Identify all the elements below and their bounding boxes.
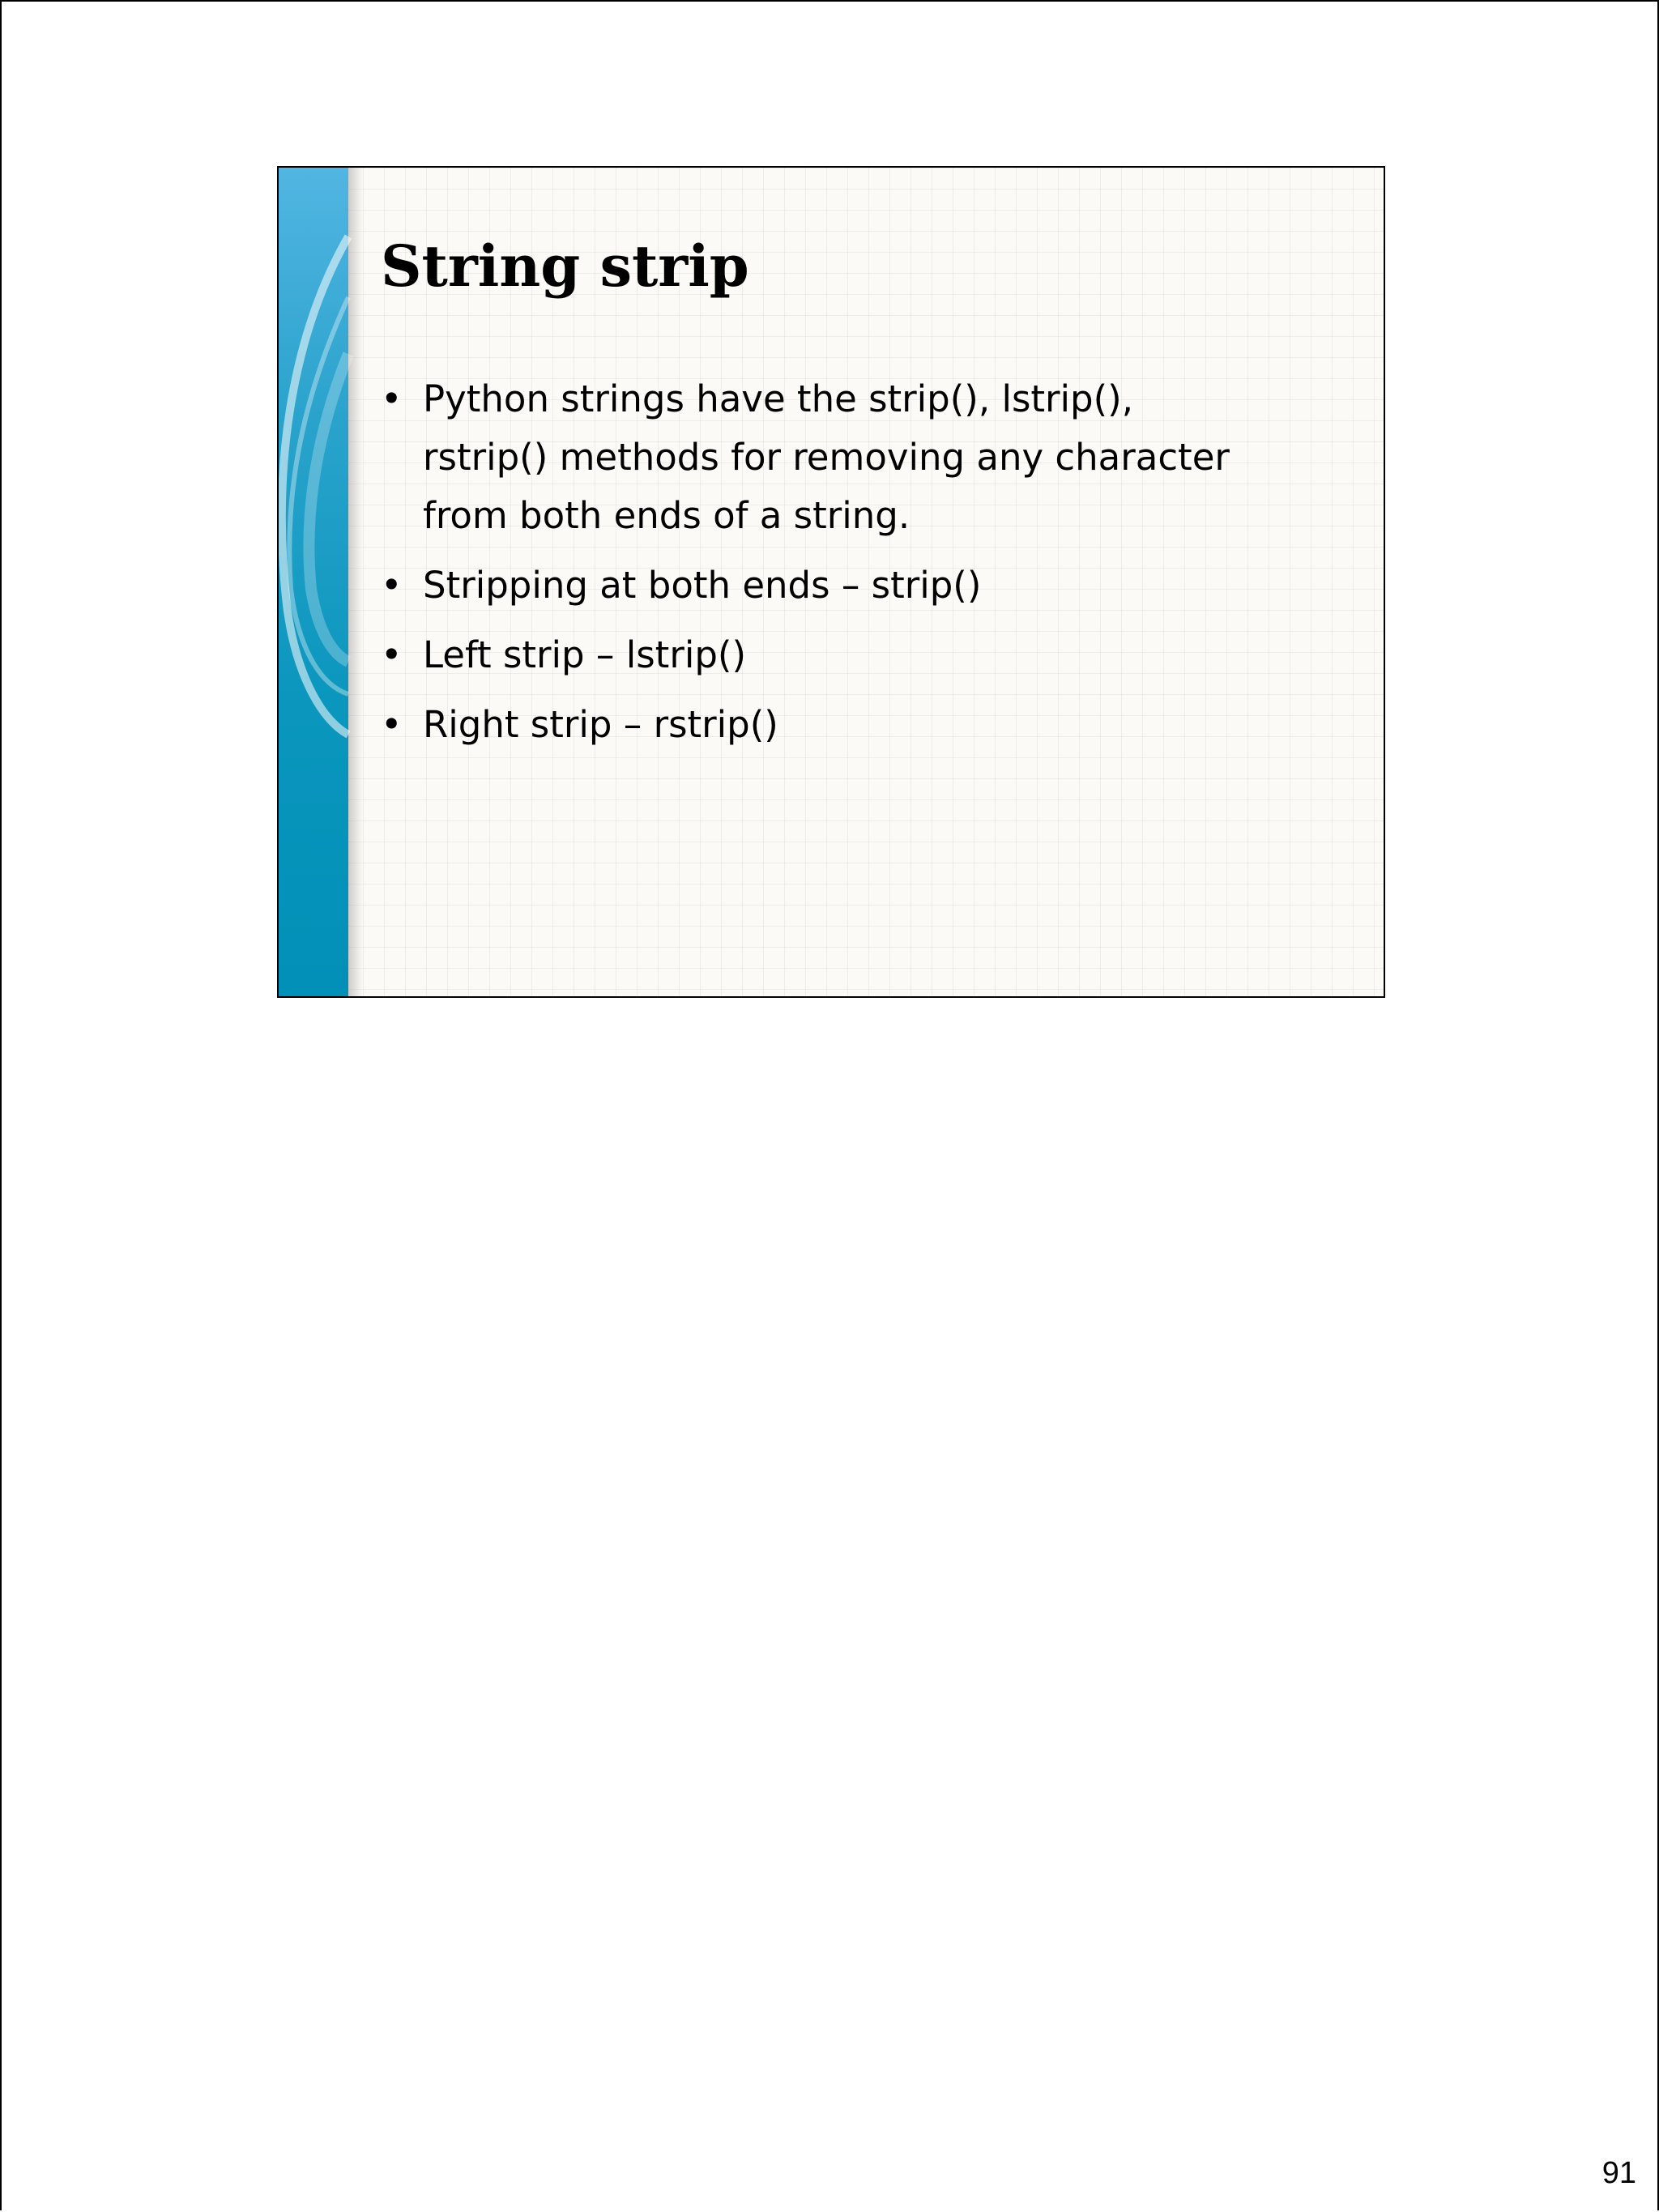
page-number: 91: [1601, 2156, 1636, 2190]
swoosh-decoration-icon: [279, 168, 368, 996]
slide: [277, 166, 1385, 998]
bullet-text: from both ends of a string.: [423, 494, 911, 537]
bullet-text: Right strip – rstrip(): [423, 703, 778, 746]
bullet-list: [381, 370, 1304, 765]
bullet-dot-icon: •: [381, 564, 403, 607]
bullet-text: Left strip – lstrip(): [423, 633, 747, 676]
bullet-item: [381, 626, 1304, 684]
bullet-item: [381, 556, 1304, 615]
bullet-item: [381, 696, 1304, 754]
bullet-text: rstrip() methods for removing any character: [423, 436, 1230, 479]
slide-title: String strip: [381, 232, 749, 300]
bullet-item: [381, 370, 1304, 545]
bullet-dot-icon: •: [381, 377, 403, 420]
bullet-text: Python strings have the strip(), lstrip(),: [423, 377, 1134, 420]
bullet-text: Stripping at both ends – strip(): [423, 564, 982, 607]
bullet-dot-icon: •: [381, 633, 403, 676]
bullet-dot-icon: •: [381, 703, 403, 746]
